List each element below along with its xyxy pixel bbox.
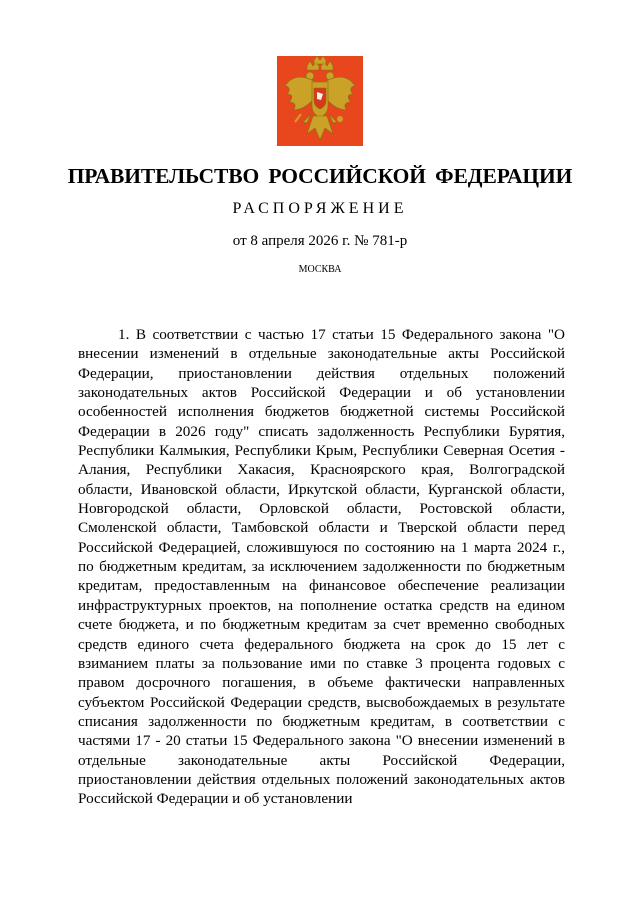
document-city: МОСКВА [298, 264, 342, 275]
coat-of-arms-icon [277, 56, 363, 146]
body-paragraph-1: 1. В соответствии с частью 17 статьи 15 Федерального закона "О внесении изменений в отдельные законодательные акты Российской Федерации, приостановлении действия отдельных положений законодательных актов Российской Федерации и об установлении особенностей исполнения бюджетов бюджетной системы Российской Федерации в 2026 году" списать задолженность Республики Бурятия, Республики Калмыкия, Республики Крым, Республики Северная Осетия - Алания, Республики Хакасия, Красноярского края, Волгоградской области, Ивановской области, Иркутской области, Курганской области, Новгородской области, Орловской области, Ростовской области, Смоленской области, Тамбовской области и Тверской области перед Российской Федерацией, сложившуюся по состоянию на 1 марта 2024 г., по бюджетным кредитам, за исключением задолженности по бюджетным кредитам, предоставленным на финансовое обеспечение реализации инфраструктурных проектов, на пополнение остатка средств на едином счете бюджета, и по бюджетным кредитам за счет временно свободных средств единого счета федерального бюджета на срок до 15 лет с взиманием платы за пользование ими по ставке 3 процента годовых с правом досрочного погашения, в объеме фактически направленных субъектом Российской Федерации средств, высвобождаемых в результате списания задолженности по бюджетным кредитам, в соответствии с частями 17 - 20 статьи 15 Федерального закона "О внесении изменений в отдельные законодательные акты Российской Федерации, приостановлении действия отдельных положений законодательных актов Российской Федерации и об установлении [78, 326, 565, 808]
document-type: РАСПОРЯЖЕНИЕ [232, 200, 408, 217]
government-title: ПРАВИТЕЛЬСТВО РОССИЙСКОЙ ФЕДЕРАЦИИ [67, 164, 573, 188]
document-date-number: от 8 апреля 2026 г. № 781-р [232, 233, 408, 249]
